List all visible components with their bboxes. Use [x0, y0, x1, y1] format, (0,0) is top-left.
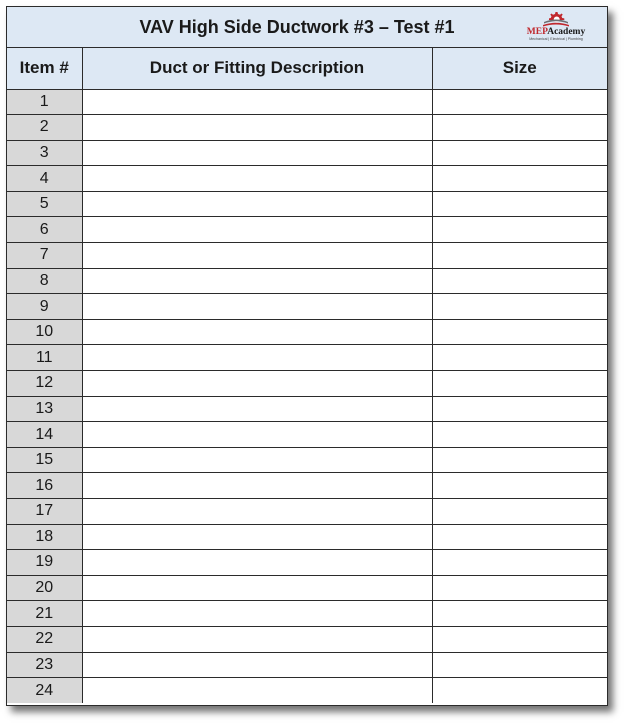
table-row: [7, 115, 607, 141]
table-row: [7, 140, 607, 166]
size-cell[interactable]: [432, 626, 607, 652]
description-cell[interactable]: [82, 191, 432, 217]
description-cell[interactable]: [82, 371, 432, 397]
table-row: [7, 499, 607, 525]
item-number-cell: 3: [7, 140, 82, 166]
description-cell[interactable]: [82, 524, 432, 550]
item-number-cell: 22: [7, 626, 82, 652]
table-row: [7, 191, 607, 217]
table-row: [7, 626, 607, 652]
table-row: [7, 473, 607, 499]
description-cell[interactable]: [82, 140, 432, 166]
item-number-cell: 20: [7, 575, 82, 601]
description-cell[interactable]: [82, 473, 432, 499]
table-row: [7, 652, 607, 678]
size-cell[interactable]: [432, 447, 607, 473]
column-header-description: Duct or Fitting Description: [82, 48, 432, 89]
size-cell[interactable]: [432, 294, 607, 320]
size-cell[interactable]: [432, 89, 607, 115]
size-cell[interactable]: [432, 140, 607, 166]
duct-fitting-table: [7, 48, 607, 703]
item-number-cell: 14: [7, 422, 82, 448]
item-number-cell: 2: [7, 115, 82, 141]
table-row: [7, 294, 607, 320]
description-cell[interactable]: [82, 243, 432, 269]
description-cell[interactable]: [82, 115, 432, 141]
description-cell[interactable]: [82, 575, 432, 601]
description-cell[interactable]: [82, 499, 432, 525]
size-cell[interactable]: [432, 422, 607, 448]
table-row: [7, 447, 607, 473]
table-row: [7, 166, 607, 192]
table-row: [7, 217, 607, 243]
description-cell[interactable]: [82, 652, 432, 678]
table-row: [7, 601, 607, 627]
item-number-cell: 16: [7, 473, 82, 499]
logo-tagline: Mechanical | Electrical | Plumbing: [529, 37, 583, 41]
size-cell[interactable]: [432, 371, 607, 397]
description-cell[interactable]: [82, 217, 432, 243]
table-row: [7, 268, 607, 294]
description-cell[interactable]: [82, 422, 432, 448]
size-cell[interactable]: [432, 524, 607, 550]
item-number-cell: 12: [7, 371, 82, 397]
size-cell[interactable]: [432, 191, 607, 217]
size-cell[interactable]: [432, 115, 607, 141]
size-cell[interactable]: [432, 319, 607, 345]
item-number-cell: 23: [7, 652, 82, 678]
size-cell[interactable]: [432, 499, 607, 525]
size-cell[interactable]: [432, 345, 607, 371]
item-number-cell: 17: [7, 499, 82, 525]
item-number-cell: 1: [7, 89, 82, 115]
description-cell[interactable]: [82, 626, 432, 652]
item-number-cell: 19: [7, 550, 82, 576]
item-number-cell: 11: [7, 345, 82, 371]
size-cell[interactable]: [432, 652, 607, 678]
size-cell[interactable]: [432, 550, 607, 576]
item-number-cell: 7: [7, 243, 82, 269]
description-cell[interactable]: [82, 678, 432, 704]
size-cell[interactable]: [432, 678, 607, 704]
description-cell[interactable]: [82, 166, 432, 192]
mep-academy-logo: [521, 10, 591, 44]
item-number-cell: 8: [7, 268, 82, 294]
gear-icon: [541, 10, 571, 27]
description-cell[interactable]: [82, 319, 432, 345]
item-number-cell: 4: [7, 166, 82, 192]
table-row: [7, 422, 607, 448]
item-number-cell: 9: [7, 294, 82, 320]
size-cell[interactable]: [432, 166, 607, 192]
item-number-cell: 24: [7, 678, 82, 704]
table-row: [7, 345, 607, 371]
column-header-item: Item #: [7, 48, 82, 89]
table-header-row: [7, 48, 607, 89]
description-cell[interactable]: [82, 447, 432, 473]
item-number-cell: 18: [7, 524, 82, 550]
item-number-cell: 13: [7, 396, 82, 422]
logo-wordmark: MEPAcademy: [526, 27, 586, 37]
description-cell[interactable]: [82, 89, 432, 115]
size-cell[interactable]: [432, 575, 607, 601]
description-cell[interactable]: [82, 268, 432, 294]
table-row: [7, 524, 607, 550]
table-row: [7, 371, 607, 397]
table-row: [7, 319, 607, 345]
item-number-cell: 10: [7, 319, 82, 345]
description-cell[interactable]: [82, 601, 432, 627]
size-cell[interactable]: [432, 217, 607, 243]
worksheet: [6, 6, 608, 706]
description-cell[interactable]: [82, 550, 432, 576]
size-cell[interactable]: [432, 601, 607, 627]
description-cell[interactable]: [82, 294, 432, 320]
item-number-cell: 6: [7, 217, 82, 243]
table-row: [7, 678, 607, 704]
column-header-size: Size: [432, 48, 607, 89]
description-cell[interactable]: [82, 345, 432, 371]
item-number-cell: 21: [7, 601, 82, 627]
size-cell[interactable]: [432, 268, 607, 294]
item-number-cell: 15: [7, 447, 82, 473]
table-row: [7, 89, 607, 115]
item-number-cell: 5: [7, 191, 82, 217]
table-row: [7, 575, 607, 601]
table-row: [7, 550, 607, 576]
size-cell[interactable]: [432, 243, 607, 269]
size-cell[interactable]: [432, 396, 607, 422]
table-row: [7, 243, 607, 269]
table-row: [7, 396, 607, 422]
title-bar: [7, 7, 607, 48]
worksheet-title: VAV High Side Ductwork #3 – Test #1: [139, 16, 455, 37]
description-cell[interactable]: [82, 396, 432, 422]
size-cell[interactable]: [432, 473, 607, 499]
